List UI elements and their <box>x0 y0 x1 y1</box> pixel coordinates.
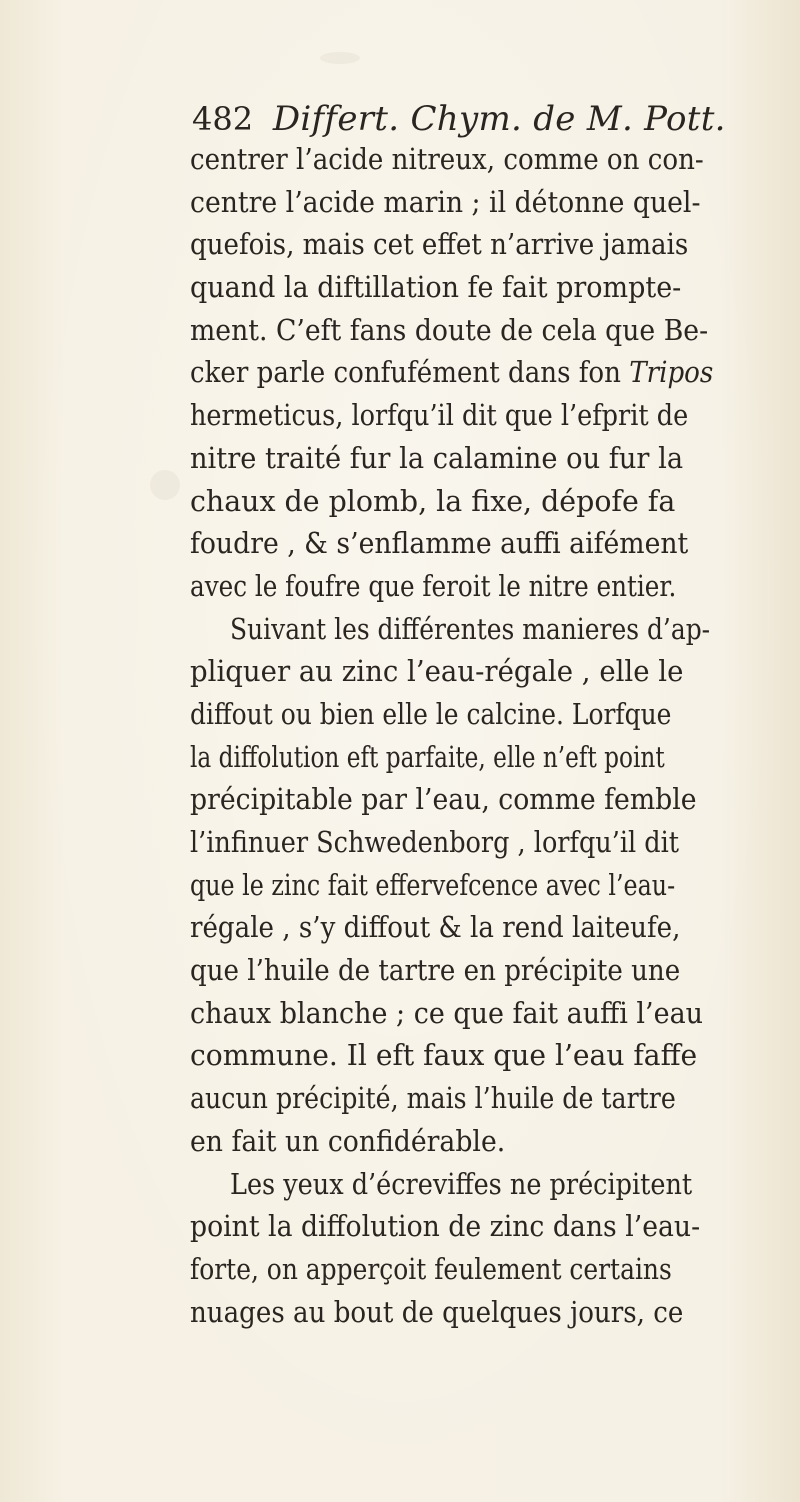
text-line: ment. C’eft fans doute de cela que Be- <box>190 312 709 347</box>
text-line: régale , s’y diffout & la rend laiteufe, <box>190 910 681 945</box>
text-line: chaux blanche ; ce que fait auffi l’eau <box>190 995 704 1030</box>
page-header <box>192 96 752 142</box>
text-line: forte, on apperçoit feulement certains <box>190 1251 672 1286</box>
text-line: foudre , & s’enflamme auffi aifément <box>190 526 689 561</box>
text-line: chaux de plomb, la fixe, dépofe fa <box>190 483 676 518</box>
text-line: en fait un confidérable. <box>190 1123 506 1158</box>
text-line: la diffolution eft parfaite, elle n’eft point <box>190 739 665 774</box>
text-line: Les yeux d’écreviffes ne précipitent <box>230 1166 693 1201</box>
text-line: quefois, mais cet effet n’arrive jamais <box>190 227 689 262</box>
text-line: avec le foufre que feroit le nitre entier. <box>190 568 677 603</box>
text-line: hermeticus, lorfqu’il dit que l’efprit de <box>190 398 689 433</box>
text-line: que l’huile de tartre en précipite une <box>190 953 681 988</box>
paper-stain <box>150 470 180 500</box>
paper-stain <box>320 52 360 64</box>
text-line: commune. Il eft faux que l’eau faffe <box>190 1038 698 1073</box>
text-line: quand la diftillation fe fait prompte- <box>190 270 682 305</box>
text-line: précipitable par l’eau, comme femble <box>190 782 697 817</box>
running-title: Differt. Chym. de M. Pott. <box>272 99 726 139</box>
text-line: diffout ou bien elle le calcine. Lorfque <box>190 696 672 731</box>
text-line: centrer l’acide nitreux, comme on con- <box>190 142 704 176</box>
text-line: centre l’acide marin ; il détonne quel- <box>190 184 701 219</box>
text-line: nitre traité fur la calamine ou fur la <box>190 440 684 475</box>
text-line: aucun précipité, mais l’huile de tartre <box>190 1081 676 1116</box>
text-line: que le zinc fait effervefcence avec l’eau- <box>190 867 676 902</box>
italic-word: Tripos <box>629 355 714 390</box>
page-number: 482 <box>192 100 254 138</box>
text-line: pliquer au zinc l’eau-régale , elle le <box>190 654 684 689</box>
text-line: Suivant les différentes manieres d’ap- <box>230 611 711 646</box>
text-line: nuages au bout de quelques jours, ce <box>190 1294 684 1329</box>
body-text <box>190 138 770 1333</box>
text-line: l’infinuer Schwedenborg , lorfqu’il dit <box>190 825 680 859</box>
text-line: point la diffolution de zinc dans l’eau- <box>190 1209 701 1244</box>
text-line: cker parle confufément dans fon Tripos <box>190 355 714 390</box>
